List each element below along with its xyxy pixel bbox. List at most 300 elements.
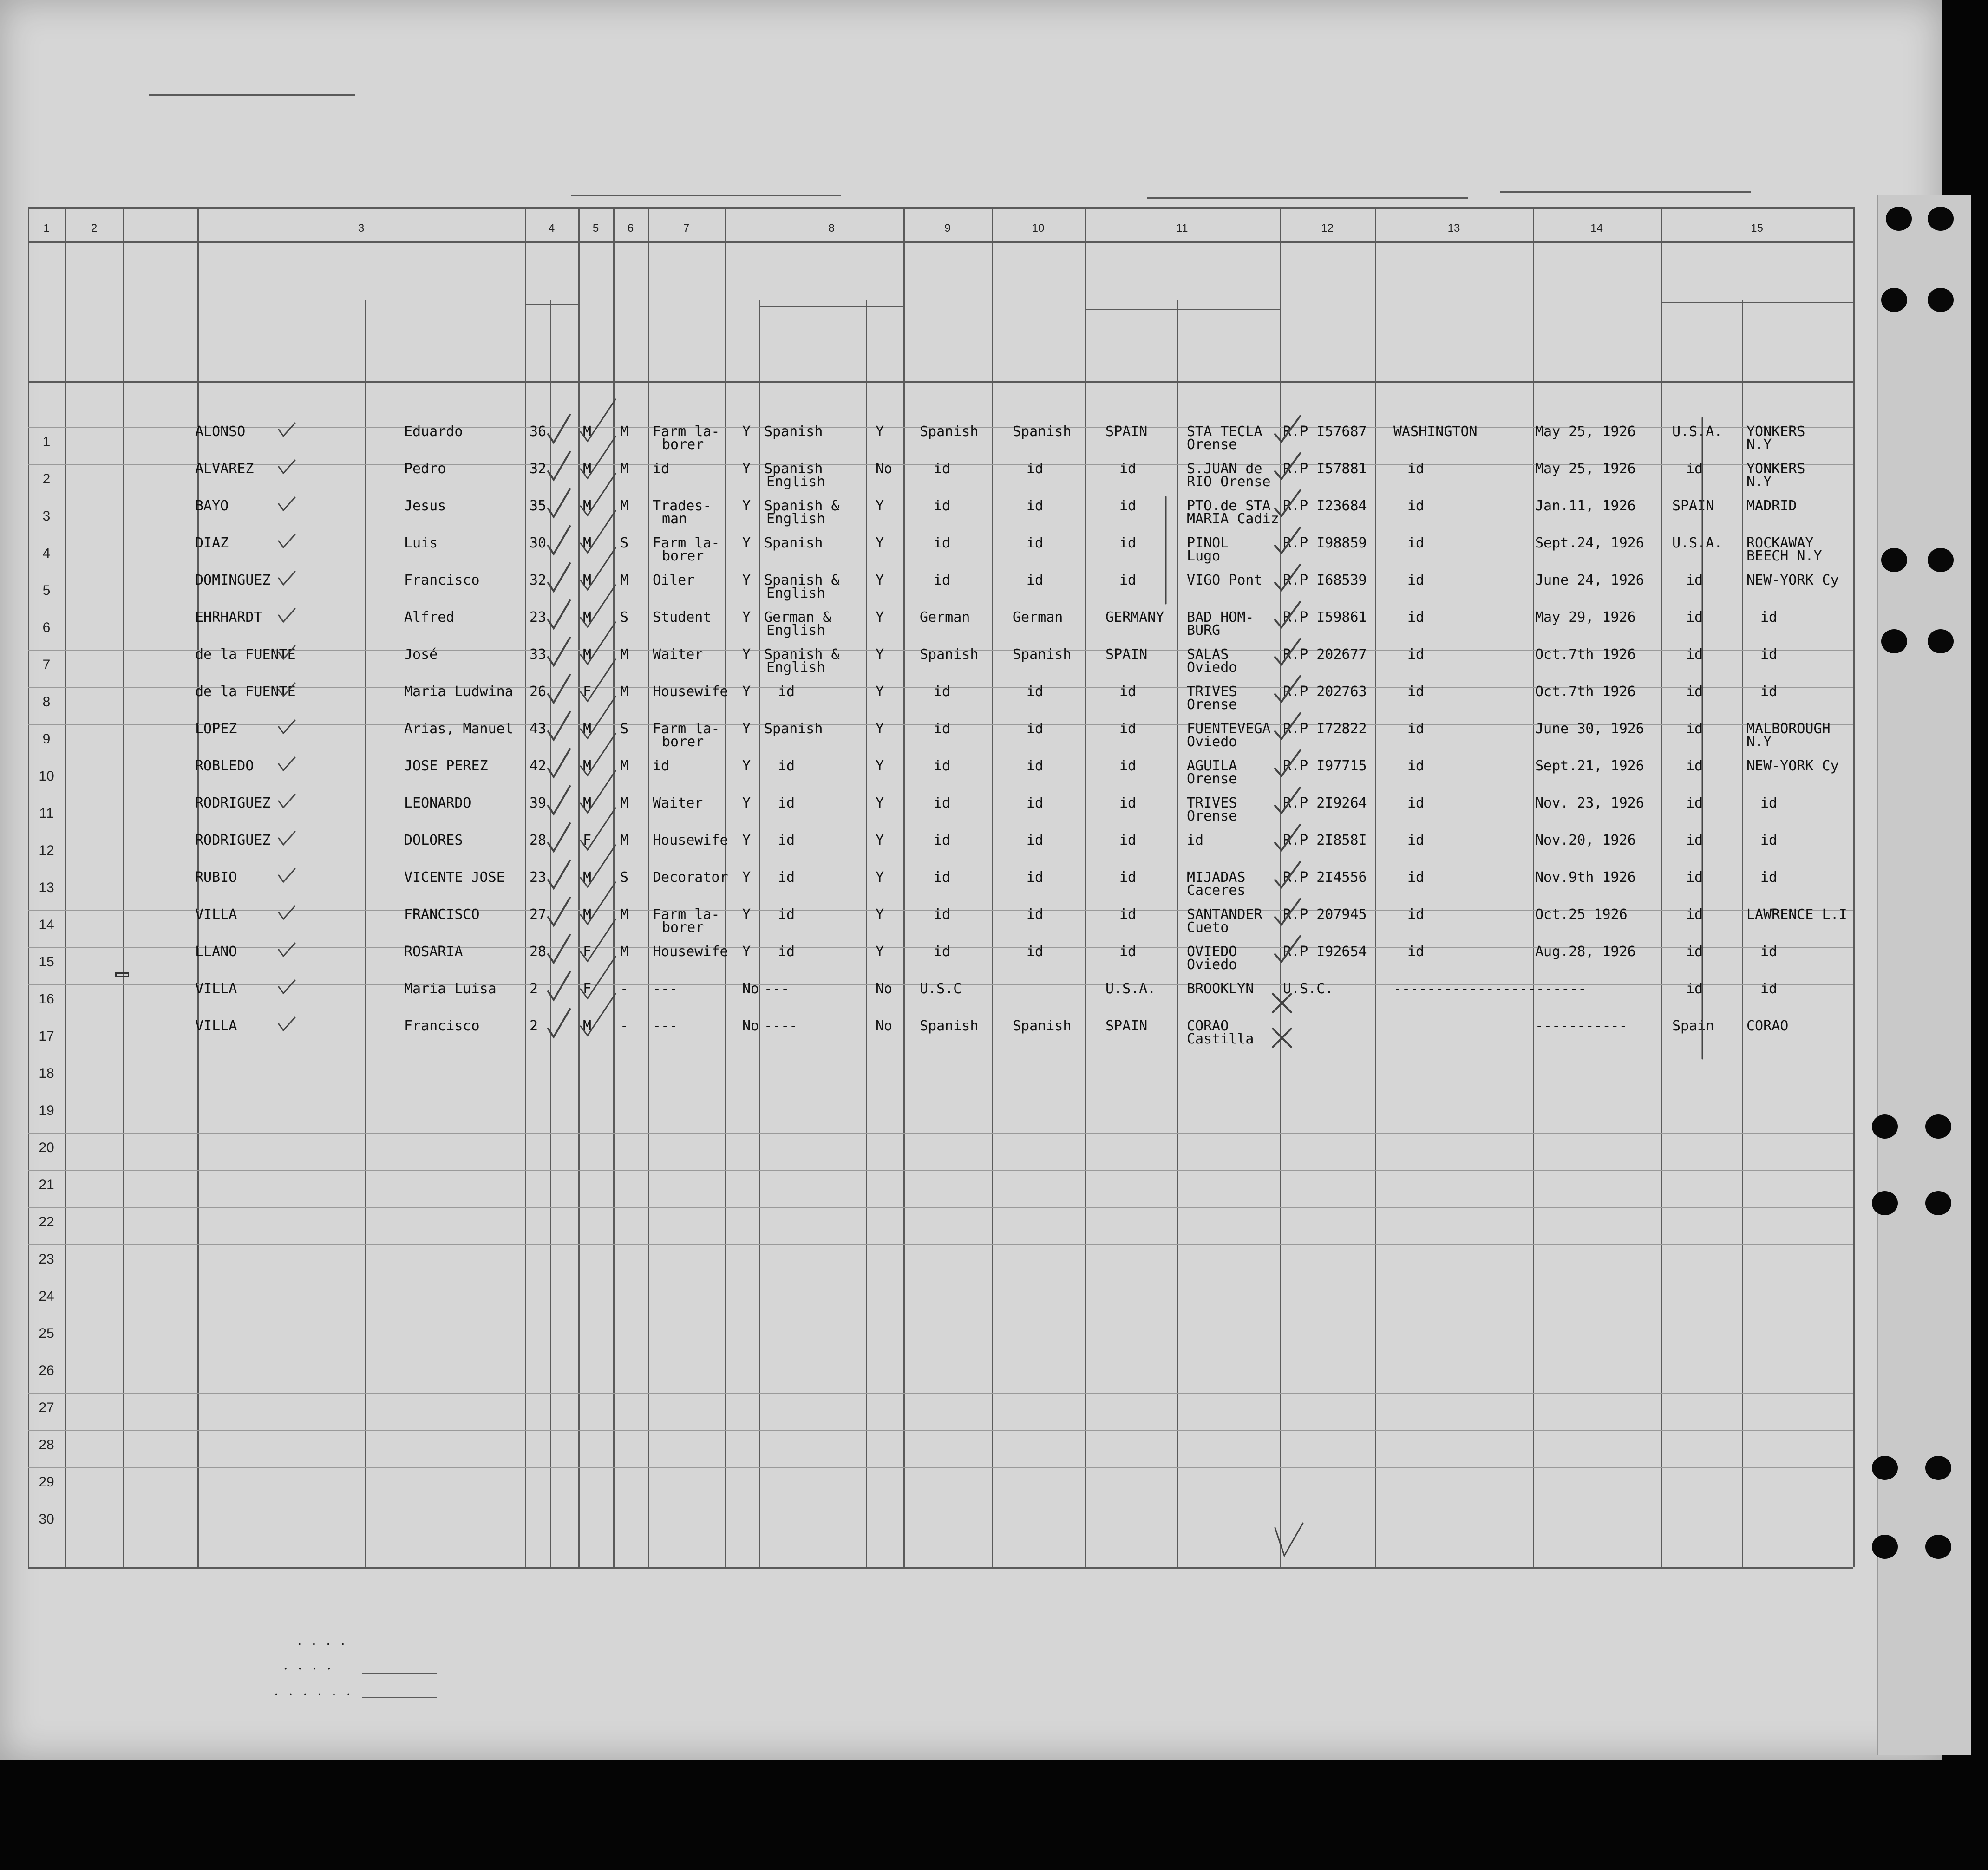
cell-vdate: -----------	[1535, 1018, 1628, 1034]
cell-nat: id	[934, 906, 951, 923]
cell-bcity2: RIO Orense	[1187, 474, 1271, 490]
column-number: 8	[828, 222, 835, 235]
cell-read: Y	[742, 795, 751, 811]
cell-read: No	[742, 1018, 759, 1034]
check-mark	[1275, 490, 1300, 516]
row-number: 11	[39, 806, 54, 821]
check-mark	[581, 548, 615, 590]
cell-rcity: id	[1760, 869, 1778, 886]
cell-write: Y	[876, 684, 884, 700]
cell-read: Y	[742, 832, 751, 848]
cell-occ: Waiter	[653, 646, 703, 663]
check-mark	[548, 972, 570, 1000]
row-number: 28	[39, 1437, 54, 1453]
check-mark	[279, 1017, 295, 1030]
cell-race: id	[1027, 869, 1044, 886]
cell-occ2: borer	[662, 437, 704, 453]
check-mark	[581, 882, 615, 924]
cell-rcountry: id	[1686, 646, 1703, 663]
row-number: 24	[39, 1289, 54, 1304]
cell-occ2: borer	[662, 548, 704, 564]
row-number: 27	[39, 1400, 54, 1415]
punch-hole	[1928, 207, 1954, 231]
cell-race: German	[1013, 609, 1063, 626]
check-mark	[581, 994, 615, 1036]
cell-sex: F	[583, 981, 592, 997]
check-mark	[581, 585, 615, 627]
cell-yrs: 2	[530, 981, 538, 997]
column-number: 6	[627, 222, 634, 235]
cell-given: Francisco	[404, 1018, 480, 1034]
cell-given: Arias, Manuel	[404, 721, 513, 737]
column-number: 1	[43, 222, 50, 235]
check-mark	[279, 423, 295, 436]
cell-yrs: 32	[530, 572, 547, 588]
cell-occ: Farm la-	[653, 906, 720, 923]
cell-sex: M	[583, 869, 592, 886]
check-mark	[1275, 899, 1300, 925]
cell-yrs: 27	[530, 906, 547, 923]
cell-occ: Trades-	[653, 498, 712, 514]
cell-family: BAYO	[195, 498, 229, 514]
cell-occ: Student	[653, 609, 712, 626]
check-mark	[581, 808, 615, 850]
column-number: 15	[1751, 222, 1763, 235]
punch-hole	[1928, 629, 1954, 653]
cell-visa: R.P I72822	[1283, 721, 1367, 737]
check-mark	[581, 771, 615, 813]
check-mark	[581, 622, 615, 664]
cell-lang: id	[778, 944, 795, 960]
cell-nat: id	[934, 758, 951, 774]
punch-hole	[1928, 288, 1954, 312]
cell-family: VILLA	[195, 906, 237, 923]
cell-rcity2: N.Y	[1746, 734, 1772, 750]
cell-family: VILLA	[195, 981, 237, 997]
check-mark	[1273, 1029, 1291, 1047]
cell-occ: id	[653, 758, 670, 774]
cell-sex: M	[583, 1018, 592, 1034]
cell-visa: R.P 2I9264	[1283, 795, 1367, 811]
cell-read: Y	[742, 944, 751, 960]
row-number: 4	[42, 546, 51, 561]
cell-race: id	[1027, 721, 1044, 737]
cell-ms: M	[620, 906, 629, 923]
check-mark	[279, 869, 295, 882]
cell-sex: M	[583, 758, 592, 774]
cell-family: ROBLEDO	[195, 758, 254, 774]
cell-occ: Farm la-	[653, 424, 720, 440]
cell-race: Spanish	[1013, 646, 1072, 663]
cell-bcity2: Orense	[1187, 771, 1237, 787]
cell-race: Spanish	[1013, 1018, 1072, 1034]
cell-yrs: 39	[530, 795, 547, 811]
cell-nat: id	[934, 721, 951, 737]
cell-race: id	[1027, 535, 1044, 551]
column-number: 14	[1590, 222, 1603, 235]
check-mark	[548, 600, 570, 628]
cell-nat: German	[920, 609, 970, 626]
check-mark	[279, 795, 295, 808]
cell-read: Y	[742, 572, 751, 588]
cell-yrs: 28	[530, 832, 547, 848]
cell-rcity2: BEECH N.Y	[1746, 548, 1822, 564]
cell-ms: M	[620, 944, 629, 960]
cell-visa: R.P 207945	[1283, 906, 1367, 923]
row-number: 12	[39, 843, 54, 858]
cell-race: id	[1027, 795, 1044, 811]
cell-vdate: Nov.20, 1926	[1535, 832, 1636, 848]
check-mark	[279, 906, 295, 919]
cell-bcity: TRIVES	[1187, 795, 1237, 811]
cell-yrs: 42	[530, 758, 547, 774]
cell-vdate: Sept.21, 1926	[1535, 758, 1644, 774]
check-mark	[279, 460, 295, 473]
check-mark	[548, 712, 570, 740]
cell-ms: S	[620, 535, 629, 551]
cell-bcity2: Oviedo	[1187, 957, 1237, 973]
cell-read: Y	[742, 869, 751, 886]
cell-rcity: LAWRENCE L.I	[1746, 906, 1847, 923]
cell-family: EHRHARDT	[195, 609, 262, 626]
cell-race: id	[1027, 684, 1044, 700]
cell-occ: Farm la-	[653, 721, 720, 737]
cell-lang: Spanish &	[764, 498, 840, 514]
cell-bcity2: BURG	[1187, 622, 1221, 639]
row-number: 15	[39, 954, 54, 970]
cell-yrs: 43	[530, 721, 547, 737]
row-number: 17	[39, 1029, 54, 1044]
cell-given: JOSE PEREZ	[404, 758, 488, 774]
cell-lang2: English	[766, 585, 825, 601]
cell-issued: id	[1407, 572, 1425, 588]
cell-vdate: May 25, 1926	[1535, 424, 1636, 440]
cell-write: Y	[876, 609, 884, 626]
column-number: 2	[91, 222, 98, 235]
cell-issued: id	[1407, 498, 1425, 514]
check-mark	[1275, 936, 1300, 962]
row-number: 14	[39, 917, 54, 932]
cell-bcountry: id	[1119, 684, 1137, 700]
cell-write: Y	[876, 535, 884, 551]
cell-bcity2: Orense	[1187, 808, 1237, 824]
cell-rcity: id	[1760, 646, 1778, 663]
cell-given: Maria Luisa	[404, 981, 497, 997]
cell-nat: id	[934, 944, 951, 960]
cell-rcity2: N.Y	[1746, 437, 1772, 453]
cell-visa: R.P I57687	[1283, 424, 1367, 440]
cell-visa: R.P I68539	[1283, 572, 1367, 588]
cell-lang: Spanish	[764, 424, 823, 440]
cell-family: RUBIO	[195, 869, 237, 886]
cell-vdate: May 29, 1926	[1535, 609, 1636, 626]
cell-rcity: ROCKAWAY	[1746, 535, 1814, 551]
cell-lang: Spanish &	[764, 572, 840, 588]
cell-vdate: Aug.28, 1926	[1535, 944, 1636, 960]
cell-occ: ---	[653, 981, 678, 997]
cell-write: Y	[876, 721, 884, 737]
cell-family: de la FUENTE	[195, 646, 296, 663]
cell-yrs: 23	[530, 869, 547, 886]
punch-hole	[1925, 1535, 1951, 1559]
check-mark	[1275, 416, 1300, 442]
cell-given: Jesus	[404, 498, 446, 514]
cell-bcountry: id	[1119, 869, 1137, 886]
cell-yrs: 36	[530, 424, 547, 440]
cell-yrs: 28	[530, 944, 547, 960]
cell-lang: German &	[764, 609, 831, 626]
cell-rcity: YONKERS	[1746, 461, 1805, 477]
check-mark	[548, 638, 570, 665]
cell-ms: -	[620, 981, 629, 997]
cell-lang: Spanish &	[764, 646, 840, 663]
cell-bcity: FUENTEVEGA	[1187, 721, 1271, 737]
cell-ms: M	[620, 758, 629, 774]
cell-rcountry: id	[1686, 981, 1703, 997]
punch-hole	[1872, 1191, 1898, 1215]
cell-given: Luis	[404, 535, 438, 551]
cell-rcity: id	[1760, 795, 1778, 811]
cell-given: Pedro	[404, 461, 446, 477]
check-mark	[1275, 713, 1300, 739]
check-mark	[548, 786, 570, 814]
cell-read: Y	[742, 721, 751, 737]
cell-vdate: June 30, 1926	[1535, 721, 1644, 737]
cell-bcity: BAD HOM-	[1187, 609, 1254, 626]
check-mark	[548, 898, 570, 925]
cell-family: ALONSO	[195, 424, 246, 440]
cell-given: DOLORES	[404, 832, 463, 848]
cell-rcity: id	[1760, 609, 1778, 626]
cell-bcity: STA TECLA	[1187, 424, 1262, 440]
cell-occ: Decorator	[653, 869, 728, 886]
cell-issued: id	[1407, 646, 1425, 663]
cell-read: Y	[742, 684, 751, 700]
cell-lang2: English	[766, 659, 825, 676]
cell-yrs: 35	[530, 498, 547, 514]
cell-rcountry: id	[1686, 461, 1703, 477]
punch-hole	[1925, 1114, 1951, 1139]
check-mark	[1275, 453, 1300, 479]
cell-bcountry: id	[1119, 795, 1137, 811]
cell-write: Y	[876, 646, 884, 663]
cell-write: No	[876, 461, 893, 477]
row-number: 3	[42, 508, 51, 524]
column-number: 10	[1032, 222, 1045, 235]
cell-visa: R.P I97715	[1283, 758, 1367, 774]
total-line-2	[362, 1673, 437, 1674]
cell-vdate: May 25, 1926	[1535, 461, 1636, 477]
cell-ms: M	[620, 424, 629, 440]
check-mark	[279, 534, 295, 547]
cell-bcountry: U.S.A.	[1105, 981, 1156, 997]
cell-nat: id	[934, 869, 951, 886]
cell-bcountry: id	[1119, 832, 1137, 848]
row-number: 30	[39, 1512, 54, 1527]
cell-nat: Spanish	[920, 1018, 979, 1034]
cell-ms: -	[620, 1018, 629, 1034]
cell-ms: S	[620, 869, 629, 886]
check-mark	[1275, 1523, 1303, 1556]
cell-bcity2: Oviedo	[1187, 734, 1237, 750]
check-mark	[548, 563, 570, 591]
cell-bcity: BROOKLYN	[1187, 981, 1254, 997]
row-number: 22	[39, 1214, 54, 1230]
cell-rcity: id	[1760, 981, 1778, 997]
cell-yrs: 33	[530, 646, 547, 663]
cell-visa: R.P 2I858I	[1283, 832, 1367, 848]
cell-bcity: id	[1187, 832, 1204, 848]
cell-vdate: Sept.24, 1926	[1535, 535, 1644, 551]
punch-hole	[1881, 288, 1907, 312]
cell-bcity2: Orense	[1187, 437, 1237, 453]
cell-ms: M	[620, 461, 629, 477]
cell-lang: ----	[764, 1018, 798, 1034]
cell-sex: M	[583, 461, 592, 477]
cell-bcity2: MARIA Cadiz	[1187, 511, 1279, 527]
dots-3: . . . . . .	[274, 1682, 353, 1699]
column-number: 13	[1447, 222, 1460, 235]
punch-hole	[1881, 548, 1907, 572]
cell-vdate: June 24, 1926	[1535, 572, 1644, 588]
row-number: 7	[42, 657, 51, 672]
row-number: 5	[42, 583, 51, 598]
check-mark	[548, 675, 570, 703]
cell-bcity2: Lugo	[1187, 548, 1221, 564]
cell-family: LLANO	[195, 944, 237, 960]
cell-vdate: Oct.25 1926	[1535, 906, 1628, 923]
cell-rcountry: id	[1686, 684, 1703, 700]
cell-occ2: borer	[662, 734, 704, 750]
cell-read: Y	[742, 646, 751, 663]
cell-write: No	[876, 1018, 893, 1034]
cell-occ: Housewife	[653, 944, 728, 960]
punch-hole	[1872, 1535, 1898, 1559]
cell-read: Y	[742, 535, 751, 551]
check-mark	[279, 646, 295, 659]
cell-issued: id	[1407, 721, 1425, 737]
check-mark	[581, 734, 615, 775]
cell-bcountry: id	[1119, 461, 1137, 477]
punch-hole	[1881, 629, 1907, 653]
cell-rcountry: id	[1686, 758, 1703, 774]
cell-lang: ---	[764, 981, 790, 997]
cell-vdate: Oct.7th 1926	[1535, 684, 1636, 700]
cell-sex: M	[583, 498, 592, 514]
check-mark	[1275, 825, 1300, 850]
cell-bcountry: id	[1119, 758, 1137, 774]
punch-hole	[1925, 1191, 1951, 1215]
cell-rcountry: SPAIN	[1672, 498, 1714, 514]
cell-issued: -----------------------	[1393, 981, 1587, 997]
cell-bcity: MIJADAS	[1187, 869, 1246, 886]
cell-rcity: id	[1760, 944, 1778, 960]
check-mark	[548, 526, 570, 554]
check-mark	[279, 757, 295, 770]
cell-occ: ---	[653, 1018, 678, 1034]
cell-read: Y	[742, 461, 751, 477]
cell-visa: R.P I57881	[1283, 461, 1367, 477]
punch-hole	[1872, 1456, 1898, 1480]
check-mark	[548, 489, 570, 517]
cell-rcountry: id	[1686, 721, 1703, 737]
check-mark	[581, 511, 615, 553]
check-mark	[1275, 602, 1300, 627]
cell-ms: S	[620, 609, 629, 626]
cell-bcountry: id	[1119, 498, 1137, 514]
row-number: 26	[39, 1363, 54, 1378]
cell-given: LEONARDO	[404, 795, 471, 811]
cell-vdate: Nov.9th 1926	[1535, 869, 1636, 886]
cell-nat: Spanish	[920, 424, 979, 440]
cell-rcity2: N.Y	[1746, 474, 1772, 490]
check-mark	[1275, 788, 1300, 813]
cell-sex: F	[583, 832, 592, 848]
cell-family: DOMINGUEZ	[195, 572, 271, 588]
check-mark	[548, 749, 570, 777]
cell-issued: id	[1407, 795, 1425, 811]
cell-bcountry: id	[1119, 944, 1137, 960]
cell-write: Y	[876, 498, 884, 514]
cell-rcountry: id	[1686, 869, 1703, 886]
cell-yrs: 23	[530, 609, 547, 626]
cell-ms: S	[620, 721, 629, 737]
cell-issued: id	[1407, 535, 1425, 551]
cell-rcountry: U.S.A.	[1672, 535, 1723, 551]
cell-bcity2: Orense	[1187, 697, 1237, 713]
row-number: 13	[39, 880, 54, 895]
cell-race: id	[1027, 944, 1044, 960]
row-number: 6	[42, 620, 51, 635]
row-number: 19	[39, 1103, 54, 1118]
cell-nat: id	[934, 832, 951, 848]
cell-occ: Housewife	[653, 832, 728, 848]
column-number: 7	[683, 222, 690, 235]
cell-family: RODRIGUEZ	[195, 832, 271, 848]
cell-issued: id	[1407, 906, 1425, 923]
cell-write: Y	[876, 572, 884, 588]
cell-write: No	[876, 981, 893, 997]
cell-given: Alfred	[404, 609, 455, 626]
cell-occ: Housewife	[653, 684, 728, 700]
cell-given: Eduardo	[404, 424, 463, 440]
cell-given: VICENTE JOSE	[404, 869, 505, 886]
cell-sex: F	[583, 684, 592, 700]
cell-race: id	[1027, 498, 1044, 514]
cell-rcountry: id	[1686, 832, 1703, 848]
column-number: 4	[548, 222, 555, 235]
cell-bcity: SALAS	[1187, 646, 1229, 663]
cell-bcountry: id	[1119, 906, 1137, 923]
dots-2: . . . .	[283, 1657, 334, 1673]
check-mark	[581, 845, 615, 887]
cell-nat: id	[934, 795, 951, 811]
cell-sex: M	[583, 609, 592, 626]
punch-hole	[1886, 207, 1912, 231]
cell-bcity: PTO.de STA	[1187, 498, 1271, 514]
cell-family: LOPEZ	[195, 721, 237, 737]
cell-nat: id	[934, 684, 951, 700]
cell-race: id	[1027, 906, 1044, 923]
check-mark	[1275, 862, 1300, 887]
cell-lang2: English	[766, 511, 825, 527]
cell-ms: M	[620, 646, 629, 663]
cell-bcity: VIGO Pont	[1187, 572, 1262, 588]
cell-given: Maria Ludwina	[404, 684, 513, 700]
cell-rcity: NEW-YORK Cy	[1746, 758, 1839, 774]
cell-rcountry: id	[1686, 795, 1703, 811]
cell-rcountry: id	[1686, 609, 1703, 626]
